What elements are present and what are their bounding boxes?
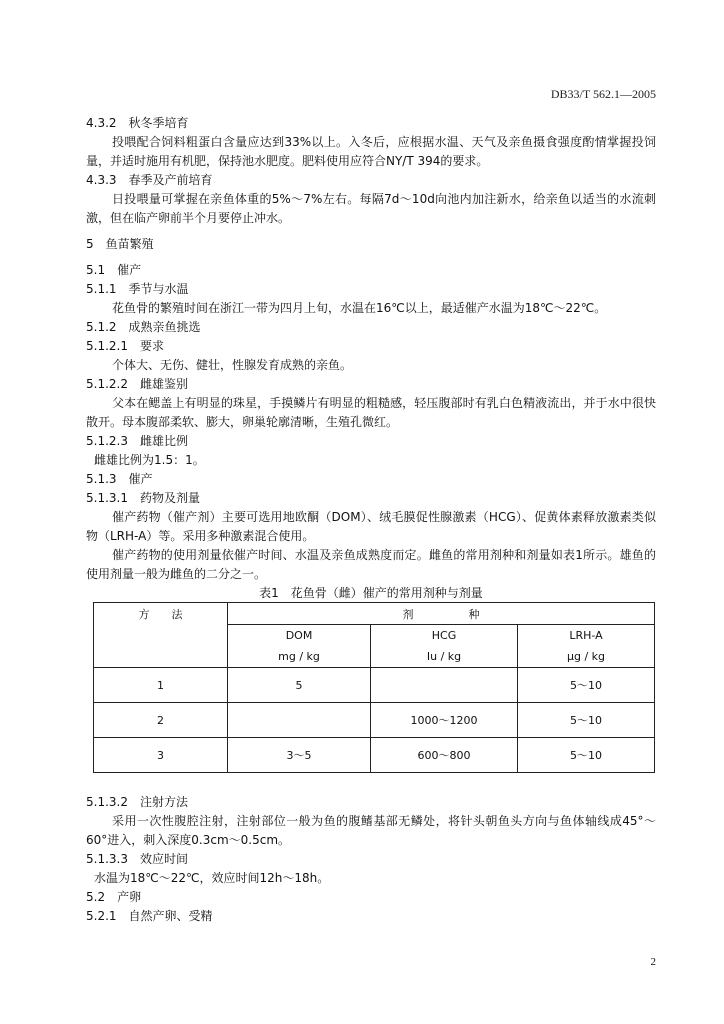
- section-heading: 5.1.2.2 雌雄鉴别: [86, 377, 188, 391]
- drug-name: DOM: [285, 629, 313, 642]
- drug-unit: μg / kg: [566, 650, 606, 663]
- table-row: [94, 703, 655, 738]
- table-header-method: 方 法: [94, 603, 228, 668]
- drug-name: LRH-A: [569, 629, 603, 642]
- cell-method: 3: [94, 738, 228, 773]
- chapter-heading: 5 鱼苗繁殖: [86, 237, 154, 251]
- document-code: DB33/T 562.1—2005: [550, 87, 656, 101]
- paragraph: 采用一次性腹腔注射，注射部位一般为鱼的腹鳍基部无鳞处，将针头朝鱼头方向与鱼体轴线成45°～60°进入，刺入深度0.3cm～0.5cm。: [86, 814, 656, 847]
- cell-method: 2: [94, 703, 228, 738]
- sections-before-table: [86, 114, 656, 584]
- paragraph: 催产药物的使用剂量依催产时间、水温及亲鱼成熟度而定。雌鱼的常用剂种和剂量如表1所示。雄鱼的使用剂量一般为雌鱼的二分之一。: [86, 548, 656, 581]
- cell-method: 1: [94, 668, 228, 703]
- table-caption: 表1 花鱼骨（雌）催产的常用剂种与剂量: [259, 586, 483, 600]
- section-heading: 5.1.3 催产: [86, 472, 153, 486]
- paragraph: 日投喂量可掌握在亲鱼体重的5%～7%左右。每隔7d～10d向池内加注新水，给亲鱼以适当的水流刺激，但在临产卵前半个月要停止冲水。: [86, 192, 656, 225]
- section-heading: 5.2 产卵: [86, 890, 142, 904]
- section-heading: 4.3.2 秋冬季培育: [86, 116, 189, 130]
- section-heading: 5.1.2.1 要求: [86, 339, 164, 353]
- section-heading: 5.1.3.2 注射方法: [86, 795, 188, 809]
- cell-lrha: 5～10: [518, 668, 655, 703]
- paragraph: 催产药物（催产剂）主要可选用地欧酮（DOM）、绒毛膜促性腺激素（HCG）、促黄体素释放激素类似物（LRH-A）等。采用多种激素混合使用。: [86, 510, 656, 543]
- cell-dom: [228, 703, 371, 738]
- paragraph: 花鱼骨的繁殖时间在浙江一带为四月上旬，水温在16℃以上，最适催产水温为18℃～22℃。: [112, 301, 607, 315]
- section-heading: 4.3.3 春季及产前培育: [86, 173, 213, 187]
- cell-hcg: [371, 668, 518, 703]
- page-number: 2: [650, 956, 656, 968]
- paragraph: 水温为18℃～22℃，效应时间12h～18h。: [94, 871, 330, 885]
- document-body: [86, 114, 656, 926]
- drug-dosage-table: [93, 602, 655, 773]
- table-row: [94, 738, 655, 773]
- table-header-lrha: [518, 625, 655, 668]
- section-heading: 5.1.1 季节与水温: [86, 282, 189, 296]
- paragraph: 父本在鳃盖上有明显的珠星，手摸鳞片有明显的粗糙感，轻压腹部时有乳白色精液流出，并于水中很快散开。母本腹部柔软、膨大，卵巢轮廓清晰，生殖孔微红。: [86, 396, 656, 429]
- drug-unit: mg / kg: [278, 650, 320, 663]
- cell-hcg: 1000～1200: [371, 703, 518, 738]
- table-row: [94, 668, 655, 703]
- sections-after-table: [86, 793, 656, 926]
- section-heading: 5.1.3.3 效应时间: [86, 852, 188, 866]
- cell-hcg: 600～800: [371, 738, 518, 773]
- table-header-hcg: [371, 625, 518, 668]
- paragraph: 个体大、无伤、健壮，性腺发育成熟的亲鱼。: [112, 358, 353, 372]
- section-heading: 5.1 催产: [86, 263, 142, 277]
- table-header-dom: [228, 625, 371, 668]
- cell-dom: 5: [228, 668, 371, 703]
- cell-dom: 3～5: [228, 738, 371, 773]
- section-heading: 5.2.1 自然产卵、受精: [86, 909, 213, 923]
- cell-lrha: 5～10: [518, 703, 655, 738]
- drug-name: HCG: [431, 629, 457, 642]
- paragraph: 投喂配合饲料粗蛋白含量应达到33%以上。入冬后，应根据水温、天气及亲鱼摄食强度酌情掌握投饲量，并适时施用有机肥，保持池水肥度。肥料使用应符合NY/T 394的要求。: [86, 135, 656, 168]
- section-heading: 5.1.3.1 药物及剂量: [86, 491, 200, 505]
- cell-lrha: 5～10: [518, 738, 655, 773]
- section-heading: 5.1.2 成熟亲鱼挑选: [86, 320, 201, 334]
- table-header-drug-group: 剂 种: [228, 603, 655, 625]
- paragraph: 雌雄比例为1.5：1。: [94, 453, 205, 467]
- section-heading: 5.1.2.3 雌雄比例: [86, 434, 188, 448]
- drug-unit: Iu / kg: [426, 650, 462, 663]
